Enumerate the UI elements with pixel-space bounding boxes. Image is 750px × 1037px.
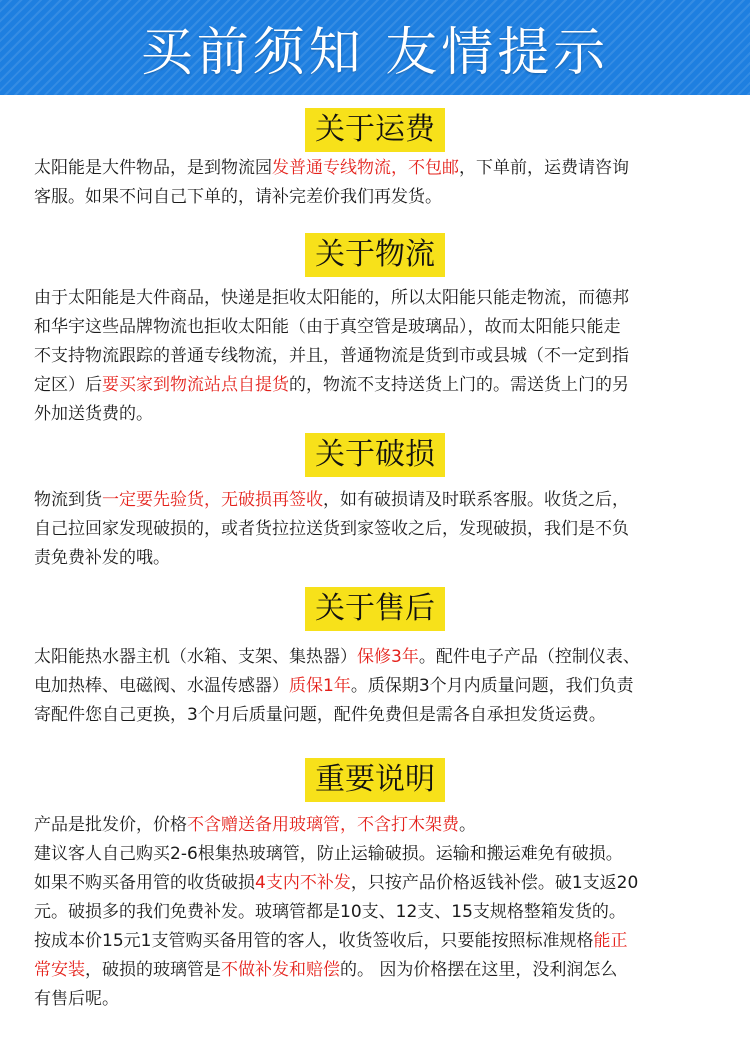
section-title-important: 重要说明 bbox=[305, 758, 445, 802]
text-line: 元。破损多的我们免费补发。玻璃管都是10支、12支、15支规格整箱发货的。 bbox=[34, 902, 626, 922]
text-line: 责免费补发的哦。 bbox=[34, 548, 170, 568]
text-line: 物流到货一定要先验货，无破损再签收，如有破损请及时联系客服。收货之后， bbox=[34, 490, 629, 510]
text-line: 客服。如果不问自己下单的，请补完差价我们再发货。 bbox=[34, 187, 442, 207]
text-line: 电加热棒、电磁阀、水温传感器）质保1年。质保期3个月内质量问题，我们负责 bbox=[34, 676, 634, 696]
text-line: 太阳能是大件物品，是到物流园发普通专线物流，不包邮，下单前，运费请咨询 bbox=[34, 158, 629, 178]
header-banner bbox=[0, 0, 750, 95]
section-body-after-sales bbox=[34, 643, 724, 730]
text-line: 建议客人自己购买2-6根集热玻璃管，防止运输破损。运输和搬运难免有破损。 bbox=[34, 844, 623, 864]
text-line: 太阳能热水器主机（水箱、支架、集热器）保修3年。配件电子产品（控制仪表、 bbox=[34, 647, 640, 667]
text-line: 按成本价15元1支管购买备用管的客人，收货签收后，只要能按照标准规格能正 bbox=[34, 931, 628, 951]
text-line: 产品是批发价，价格不含赠送备用玻璃管，不含打木架费。 bbox=[34, 815, 476, 835]
text-line: 如果不购买备用管的收货破损4支内不补发，只按产品价格返钱补偿。破1支返20 bbox=[34, 873, 639, 893]
section-title-after-sales: 关于售后 bbox=[305, 587, 445, 631]
text-line: 外加送货费的。 bbox=[34, 404, 153, 424]
section-body-shipping bbox=[34, 154, 724, 212]
section-body-important bbox=[34, 811, 724, 1014]
section-body-damage bbox=[34, 486, 724, 573]
text-line: 和华宇这些品牌物流也拒收太阳能（由于真空管是玻璃品），故而太阳能只能走 bbox=[34, 317, 621, 337]
text-line: 常安装，破损的玻璃管是不做补发和赔偿的。 因为价格摆在这里，没利润怎么 bbox=[34, 960, 618, 980]
text-line: 由于太阳能是大件商品，快递是拒收太阳能的，所以太阳能只能走物流，而德邦 bbox=[34, 288, 629, 308]
text-line: 有售后呢。 bbox=[34, 989, 119, 1009]
section-title-damage: 关于破损 bbox=[305, 433, 445, 477]
text-line: 不支持物流跟踪的普通专线物流，并且，普通物流是货到市或县城（不一定到指 bbox=[34, 346, 629, 366]
text-line: 自己拉回家发现破损的，或者货拉拉送货到家签收之后，发现破损，我们是不负 bbox=[34, 519, 629, 539]
section-title-logistics: 关于物流 bbox=[305, 233, 445, 277]
section-body-logistics bbox=[34, 284, 724, 429]
page-title: 买前须知 友情提示 bbox=[140, 23, 610, 83]
section-title-shipping: 关于运费 bbox=[305, 108, 445, 152]
text-line: 定区）后要买家到物流站点自提货的，物流不支持送货上门的。需送货上门的另 bbox=[34, 375, 629, 395]
text-line: 寄配件您自己更换，3个月后质量问题，配件免费但是需各自承担发货运费。 bbox=[34, 705, 606, 725]
